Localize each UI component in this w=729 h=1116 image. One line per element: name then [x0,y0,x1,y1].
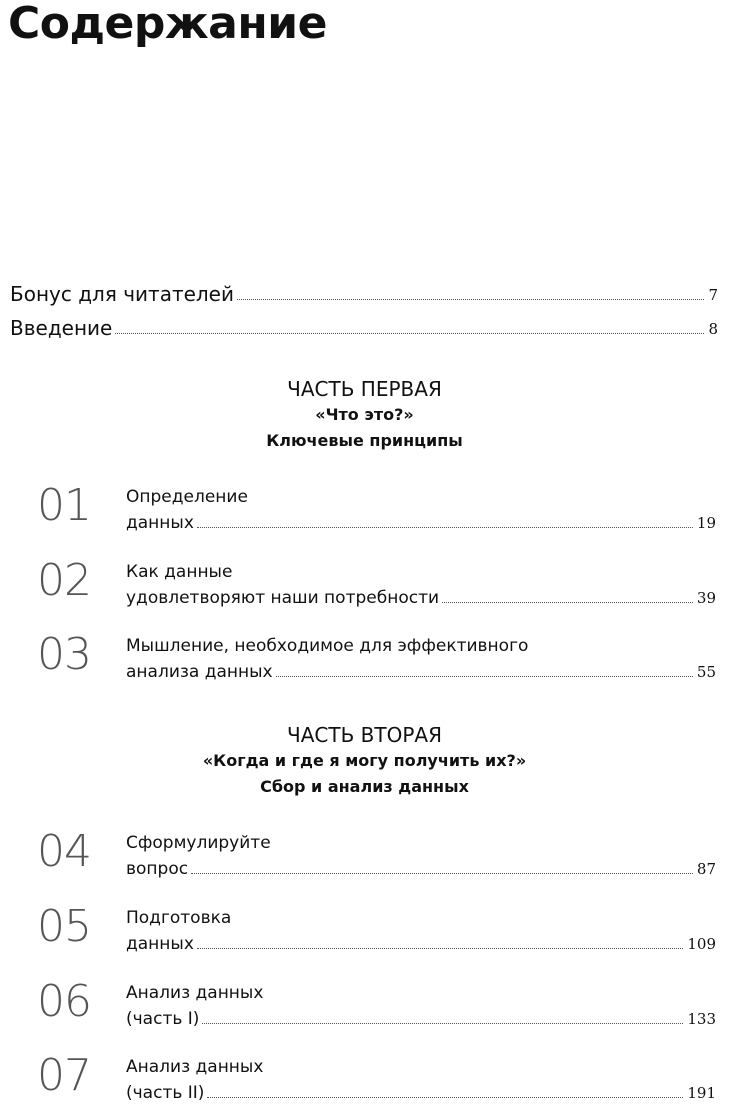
dot-leader [442,602,693,603]
toc-page-number: 19 [696,514,716,532]
chapter-title-line2: (часть I) [126,1009,200,1029]
part-two-heading [0,722,729,800]
toc-entry-bonus[interactable] [10,278,718,304]
part-one-heading [0,376,729,454]
chapter-04[interactable] [0,826,729,892]
toc-page-number: 7 [708,286,718,304]
chapter-03[interactable] [0,629,729,695]
toc-page-number: 39 [696,589,716,607]
chapter-01[interactable] [0,480,729,546]
toc-page-number: 55 [696,663,716,681]
part-theme: Сбор и анализ данных [260,777,469,796]
chapter-title-line1: Анализ данных [126,1057,264,1077]
chapter-07[interactable] [0,1050,729,1116]
chapter-title-line1: Определение [126,487,248,507]
toc-page-number: 8 [708,320,718,338]
dot-leader [207,1097,683,1098]
dot-leader [197,948,683,949]
chapter-title-line1: Сформулируйте [126,833,271,853]
chapter-title-line2: анализа данных [126,662,273,682]
toc-page-number: 109 [687,935,716,953]
part-label: ЧАСТЬ ПЕРВАЯ [287,377,442,401]
chapter-title-line2: вопрос [126,859,189,879]
chapter-title-line2: (часть II) [126,1083,205,1103]
toc-entry-label: Введение [10,316,113,340]
dot-leader [191,873,693,874]
part-subtitle: «Что это?» [315,405,414,424]
chapter-title-line1: Как данные [126,562,233,582]
toc-page-number: 87 [696,860,716,878]
chapter-number: 07 [37,1050,91,1101]
chapter-title-line1: Подготовка [126,908,232,928]
chapter-number: 02 [37,555,91,606]
part-theme: Ключевые принципы [266,431,463,450]
chapter-title-line1: Мышление, необходимое для эффективного [126,636,529,656]
toc-entry-introduction[interactable] [10,312,718,338]
toc-page-number: 133 [687,1010,716,1028]
chapter-number: 06 [37,976,91,1027]
toc-page-number: 191 [687,1084,716,1102]
part-label: ЧАСТЬ ВТОРАЯ [287,723,442,747]
chapter-05[interactable] [0,901,729,967]
chapter-number: 05 [37,901,91,952]
chapter-title-line1: Анализ данных [126,983,264,1003]
chapter-06[interactable] [0,976,729,1042]
chapter-number: 01 [37,480,91,531]
toc-entry-label: Бонус для читателей [10,282,234,306]
chapter-title-line2: данных [126,513,194,533]
chapter-02[interactable] [0,555,729,621]
chapter-title-line2: удовлетворяют наши потребности [126,588,440,608]
page-title: Содержание [8,0,327,49]
dot-leader [276,676,693,677]
dot-leader [202,1023,683,1024]
chapter-number: 03 [37,629,91,680]
dot-leader [237,299,704,300]
dot-leader [197,527,693,528]
part-subtitle: «Когда и где я могу получить их?» [202,751,527,770]
chapter-title-line2: данных [126,934,194,954]
chapter-number: 04 [37,826,91,877]
dot-leader [115,333,704,334]
